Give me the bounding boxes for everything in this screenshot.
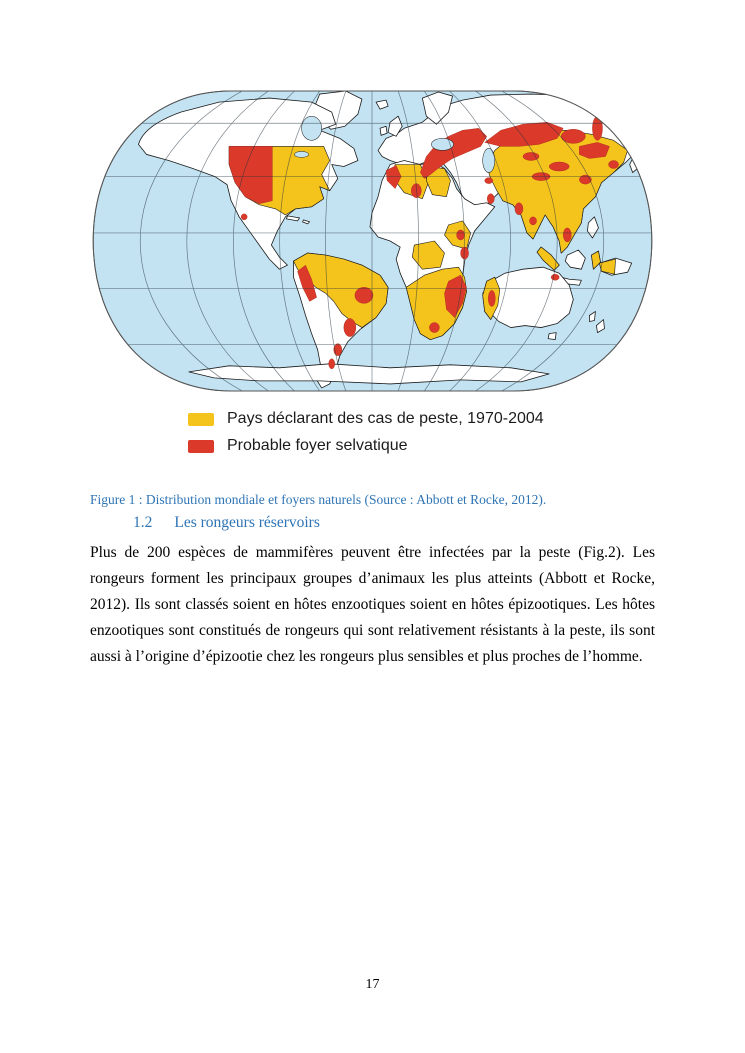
hudson-bay	[302, 116, 322, 140]
focus-south-africa	[429, 323, 439, 333]
legend-label-cases: Pays déclarant des cas de peste, 1970-2004	[227, 410, 544, 427]
legend-label-foci: Probable foyer selvatique	[227, 437, 408, 454]
section-number: 1.2	[133, 514, 153, 531]
focus-java	[551, 274, 559, 280]
world-plague-map	[88, 86, 657, 396]
focus-ne-china	[609, 160, 619, 168]
focus-india-w	[515, 203, 523, 215]
section-title: Les rongeurs réservoirs	[174, 514, 320, 531]
focus-madagascar	[488, 290, 495, 306]
focus-vietnam	[563, 228, 571, 242]
focus-china-n	[549, 162, 569, 171]
focus-brazil-s	[344, 319, 356, 337]
map-legend	[188, 408, 544, 462]
legend-swatch-yellow	[188, 413, 214, 426]
focus-brazil-ne	[355, 287, 373, 303]
great-lakes	[294, 151, 308, 157]
caspian-sea	[483, 148, 495, 172]
legend-swatch-red	[188, 440, 214, 453]
focus-arabia-n	[485, 178, 493, 184]
legend-item-cases	[188, 408, 544, 430]
focus-east-africa-1	[457, 230, 465, 240]
page-number: 17	[365, 977, 380, 992]
legend-item-foci	[188, 435, 544, 457]
focus-siberia	[592, 116, 602, 140]
body-paragraph: Plus de 200 espèces de mammifères peuvent être infectées par la peste (Fig.2). Les rongeurs forment les principaux groupes d’animaux les plus atteints (Abbott et Rocke, 2012). Ils sont classés soient en hôtes enzootiques soient en hôtes épizootiques. Les hôtes enzootiques sont constitués de rongeurs qui sont relativement résistants à la peste, ils sont aussi à l’origine d’épizootie chez les rongeurs plus sensibles et plus proches de l’homme.	[90, 544, 655, 665]
focus-india-s	[530, 217, 537, 225]
world-map-svg	[88, 86, 657, 396]
figure-caption: Figure 1 : Distribution mondiale et foyers naturels (Source : Abbott et Rocke, 2012).	[90, 492, 547, 507]
focus-arabia-s	[487, 194, 494, 204]
focus-mexico	[241, 214, 247, 220]
section-heading	[133, 514, 320, 532]
tasmania	[548, 333, 556, 340]
focus-argentina-2	[329, 359, 335, 369]
